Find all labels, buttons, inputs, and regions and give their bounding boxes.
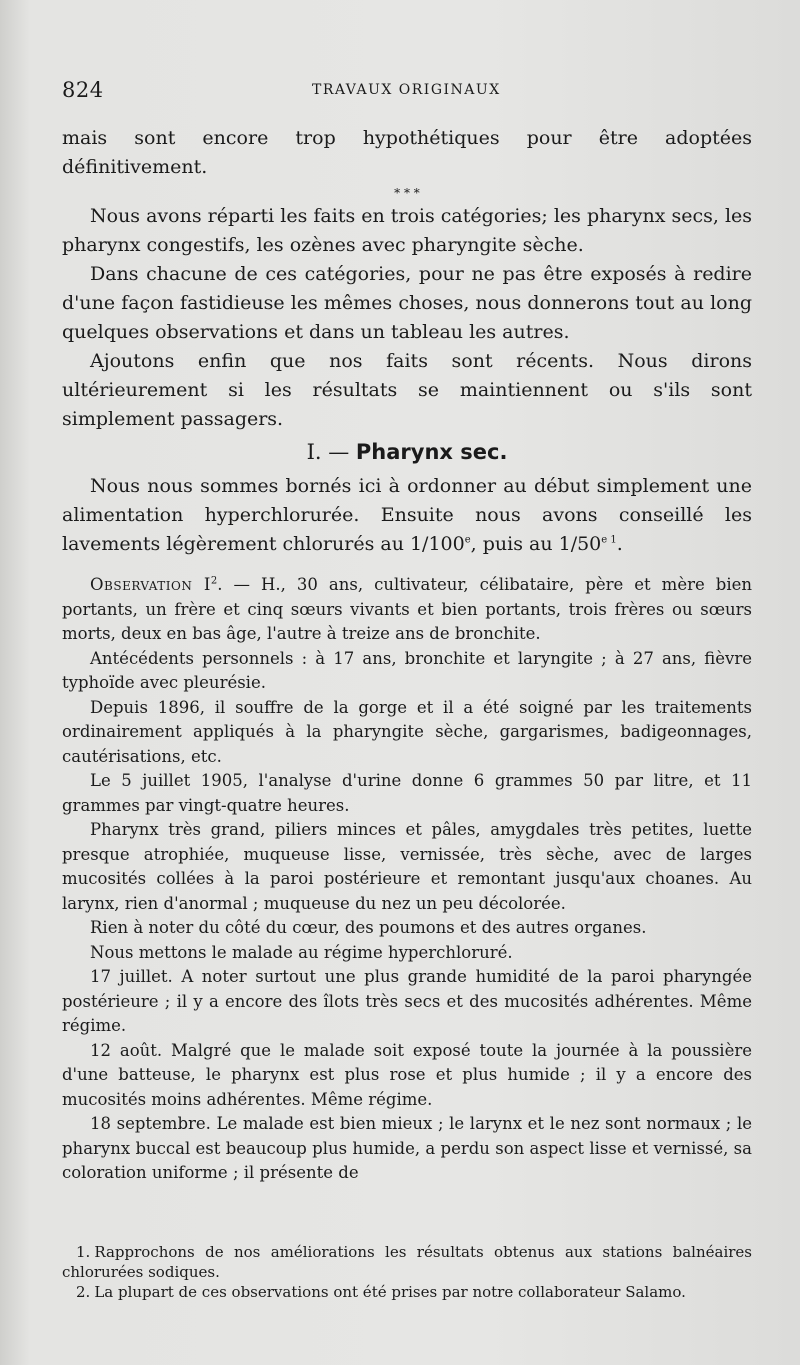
superscript-e: e xyxy=(464,534,471,546)
page-number: 824 xyxy=(62,78,104,102)
paragraph-categories: Nous avons réparti les faits en trois catégories; les pharynx secs, les pharynx congestifs, les ozènes avec pharyngite sèche. xyxy=(62,205,753,256)
observation-september-18: 18 septembre. Le malade est bien mieux ; le larynx et le nez sont normaux ; le pharynx buccal est beaucoup plus humide, a perdu son aspect lisse et vernissé, sa coloration uniforme ; il présente de xyxy=(62,1114,752,1182)
paragraph-alimentation-end: . xyxy=(616,533,623,555)
observation-intro xyxy=(62,573,752,647)
footnote-1-text: Rapprochons de nos améliorations les résultats obtenus aux stations balnéaires chlorurées sodiques. xyxy=(62,1243,752,1281)
observation-label: Observation I xyxy=(90,575,211,594)
observation-urine-analysis: Le 5 juillet 1905, l'analyse d'urine donne 6 grammes 50 par litre, et 11 grammes par vingt-quatre heures. xyxy=(62,771,752,815)
footnote-ref-1: e 1 xyxy=(601,534,617,546)
paragraph-continuation: mais sont encore trop hypothétiques pour être adoptées définitivement. xyxy=(62,127,752,178)
section-title: Pharynx sec. xyxy=(355,440,508,464)
observation-organs: Rien à noter du côté du cœur, des poumons et des autres organes. xyxy=(90,918,647,937)
running-head: TRAVAUX ORIGINAUX xyxy=(312,82,501,98)
footnote-2-text: La plupart de ces observations ont été prises par notre collaborateur Salamo. xyxy=(94,1283,686,1301)
section-heading xyxy=(62,436,752,468)
paragraph-alimentation xyxy=(62,472,752,559)
observation-august-12: 12 août. Malgré que le malade soit exposé toute la journée à la poussière d'une batteuse, le pharynx est plus rose et plus humide ; il y a encore des mucosités moins adhérentes. Même régime. xyxy=(62,1040,752,1109)
main-text xyxy=(62,124,752,1186)
footnote-2-number: 2. xyxy=(76,1283,91,1301)
footnote-ref-2: 2 xyxy=(210,575,218,587)
observation-july-17: 17 juillet. A noter surtout une plus grande humidité de la paroi pharyngée postérieure ; il y a encore des îlots très secs et des mucosités adhérentes. Même régime. xyxy=(62,967,752,1035)
footnote-1-number: 1. xyxy=(76,1243,91,1261)
section-number: I. — xyxy=(306,440,356,464)
paragraph-alimentation-text: Nous nous sommes bornés ici à ordonner au début simplement une alimentation hyperchlorurée. Ensuite nous avons conseillé les lavements légèrement chlorurés au 1/100 xyxy=(62,475,752,555)
paragraph-method: Dans chacune de ces catégories, pour ne pas être exposés à redire d'une façon fastidieuse les mêmes choses, nous donnerons tout au long quelques observations et dans un tableau les autres. xyxy=(62,263,752,343)
observation-history: Depuis 1896, il souffre de la gorge et il a été soigné par les traitements ordinairement appliqués à la pharyngite sèche, gargarismes, badigeonnages, cautérisations, etc. xyxy=(62,697,752,766)
footnote-1 xyxy=(62,1242,752,1282)
footnotes xyxy=(62,1242,752,1302)
observation-pharynx-exam: Pharynx très grand, piliers minces et pâles, amygdales très petites, luette presque atrophiée, muqueuse lisse, vernissée, très sèche, avec de larges mucosités collées à la paroi postérieure et remontant jusqu'aux choanes. Au larynx, rien d'anormal ; muqueuse du nez un peu décolorée. xyxy=(62,820,752,913)
page-header xyxy=(62,78,740,102)
observation-regime: Nous mettons le malade au régime hyperchloruré. xyxy=(90,942,513,962)
footnote-2 xyxy=(62,1282,752,1302)
paragraph-alimentation-mid: , puis au 1/50 xyxy=(470,533,602,555)
section-separator-stars: * * * xyxy=(394,186,420,200)
paragraph-recent-facts: Ajoutons enfin que nos faits sont récents. Nous dirons ultérieurement si les résultats se maintiennent ou s'ils sont simplement passagers. xyxy=(62,350,752,430)
observation-intro-text: . — H., 30 ans, cultivateur, célibataire, père et mère bien portants, un frère et cinq sœurs vivants et bien portants, trois frères ou sœurs morts, deux en bas âge, l'autre à treize ans de bronchite. xyxy=(62,575,752,643)
observation-antecedents: Antécédents personnels : à 17 ans, bronchite et laryngite ; à 27 ans, fièvre typhoïde avec pleurésie. xyxy=(62,648,752,692)
